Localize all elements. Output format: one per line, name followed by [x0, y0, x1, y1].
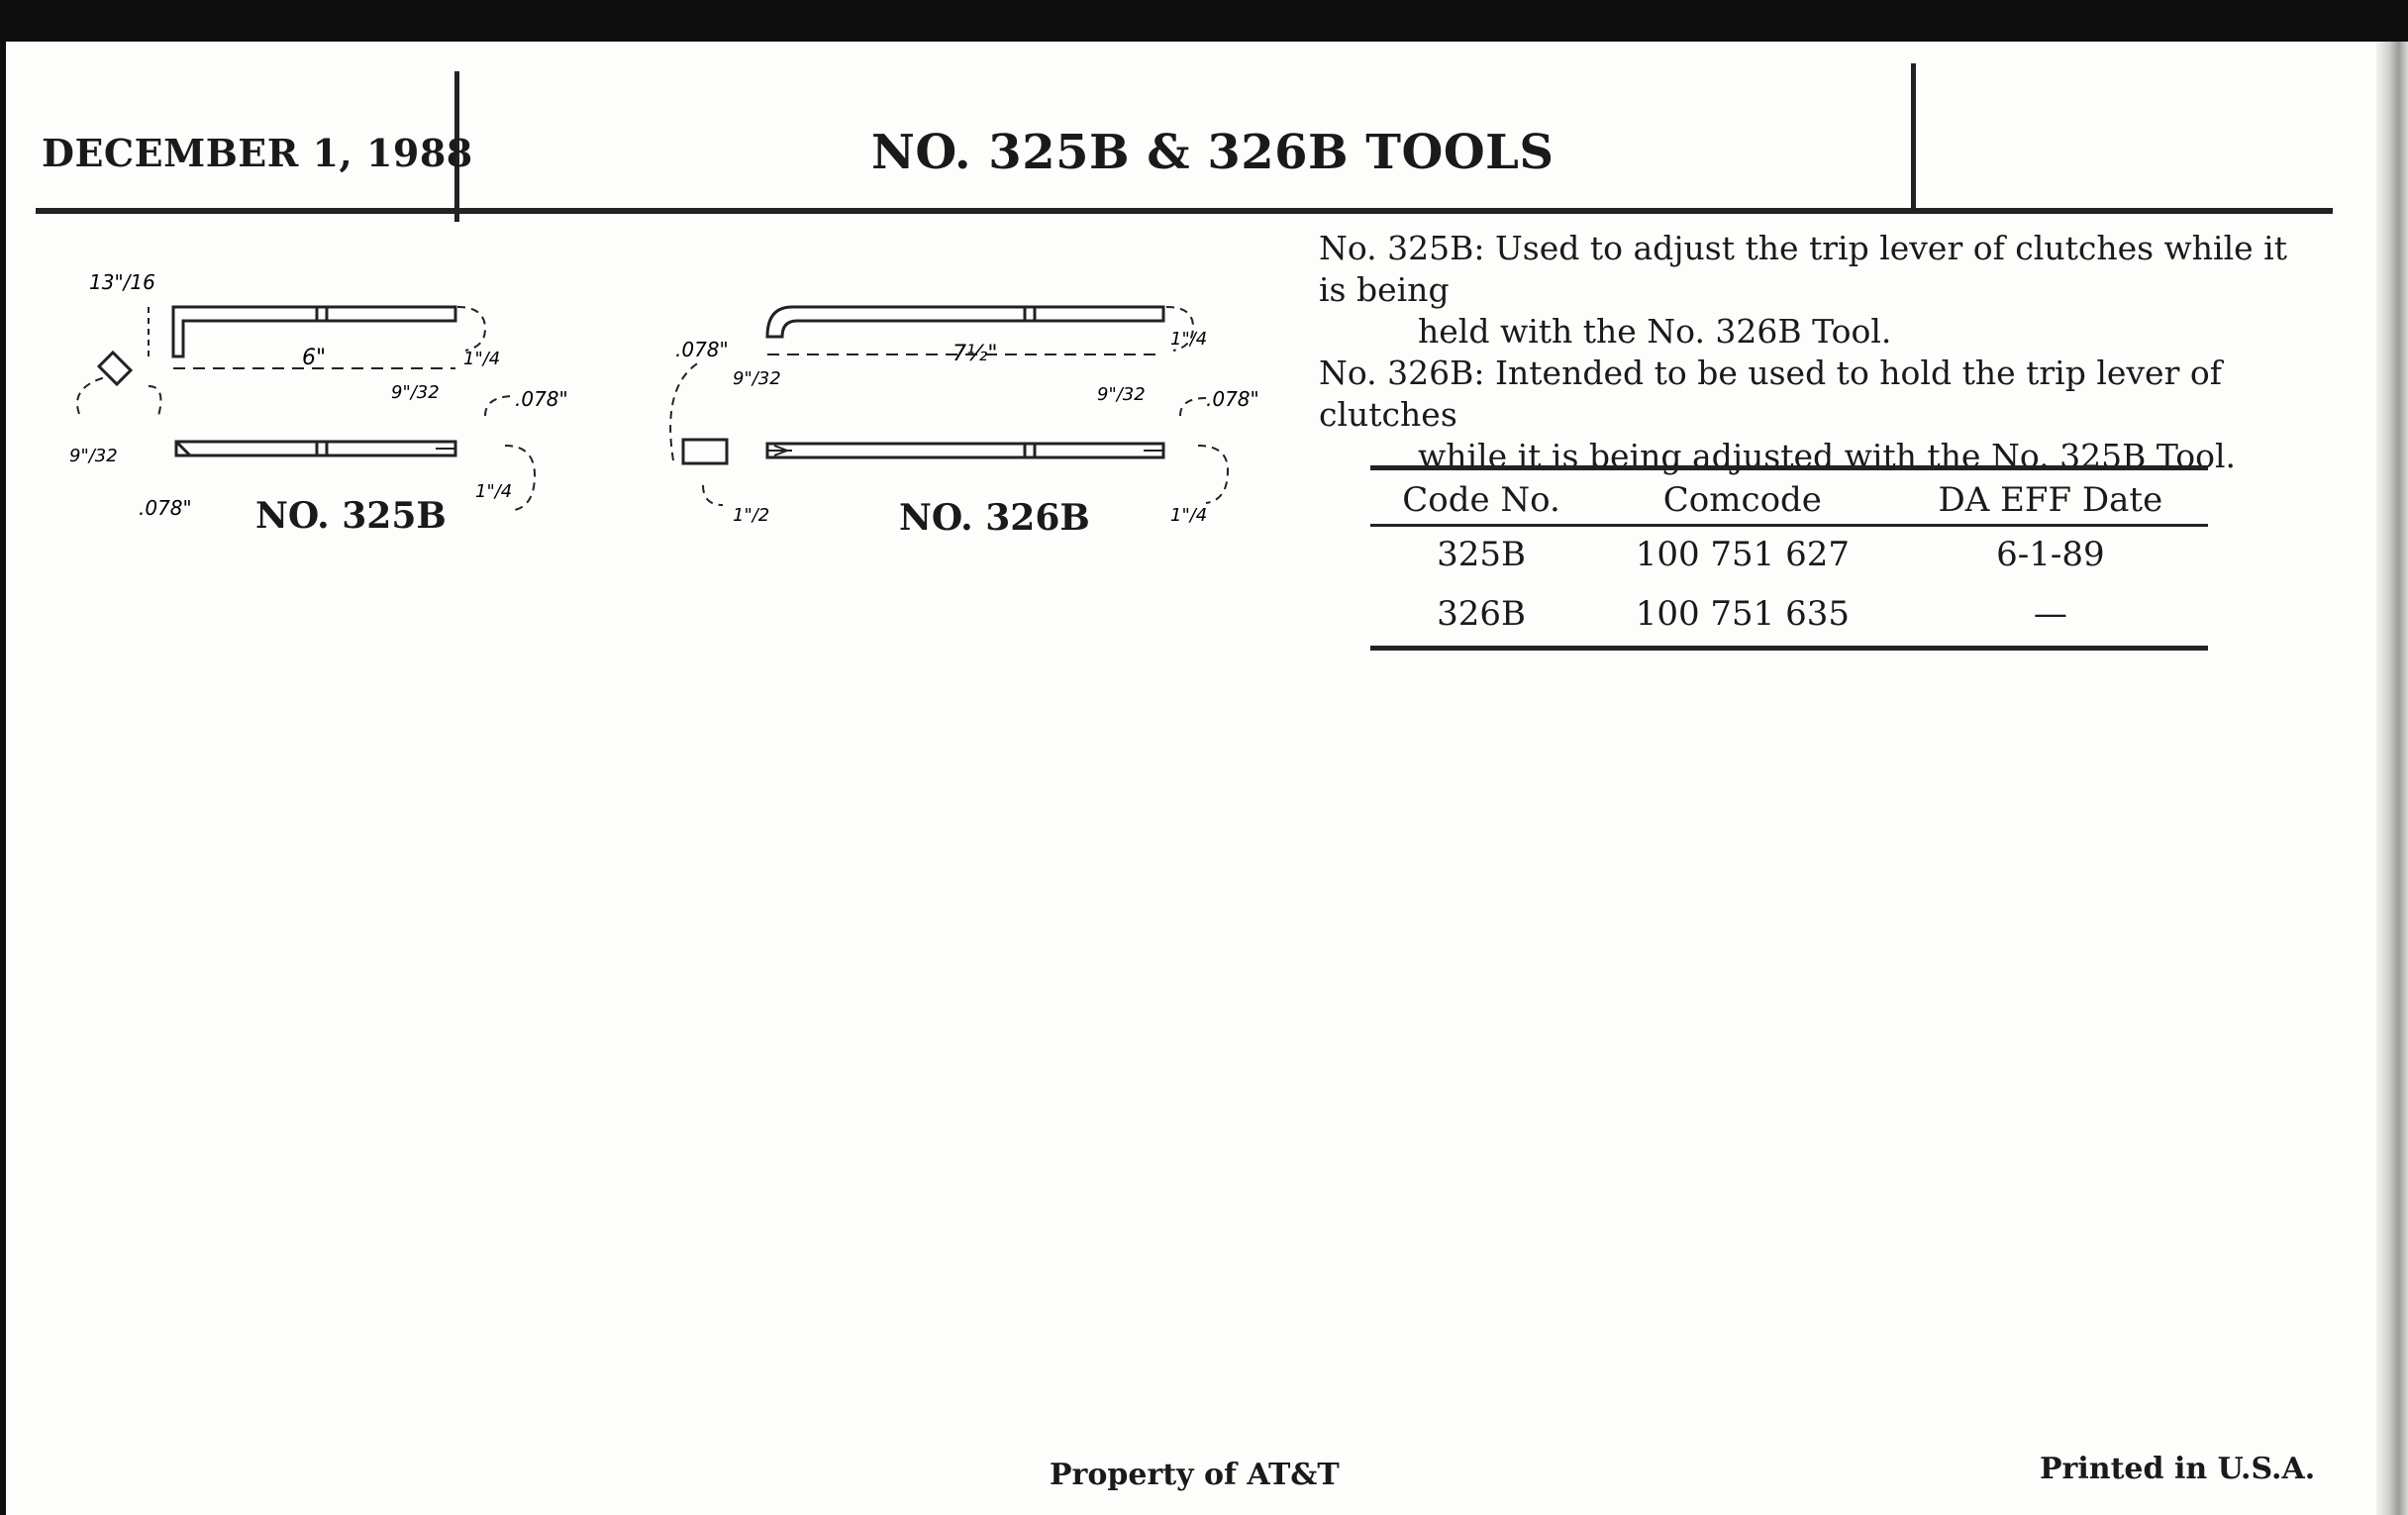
- description-326b: [1319, 353, 2309, 477]
- cell-comcode: 100 751 635: [1635, 594, 1851, 634]
- drawing-325b-label: NO. 325B: [255, 495, 447, 537]
- tool-descriptions: [1319, 228, 2309, 477]
- table-header-row: [1370, 468, 2208, 526]
- cell-date: —: [2033, 594, 2067, 634]
- page-edge-shadow: [2376, 42, 2408, 1515]
- dim-326b-left-half: 1"/2: [733, 505, 770, 526]
- description-325b-lead: No. 325B: Used to adjust the trip lever of clutches while it is being: [1319, 229, 2287, 309]
- cell-date: 6-1-89: [1996, 535, 2105, 574]
- dim-326b-left-slot: 9"/32: [733, 368, 781, 389]
- cell-code: 325B: [1437, 535, 1526, 574]
- col-header-date: DA EFF Date: [1893, 468, 2208, 526]
- table-row: [1370, 526, 2208, 587]
- description-325b-cont: held with the No. 326B Tool.: [1418, 312, 1892, 351]
- footer-printed: Printed in U.S.A.: [2040, 1452, 2316, 1486]
- cell-comcode: 100 751 627: [1635, 535, 1851, 574]
- code-table: [1370, 465, 2208, 651]
- dim-326b-length: 7½": [953, 342, 998, 366]
- footer-property: Property of AT&T: [1050, 1458, 1340, 1492]
- dim-326b-end-height: 1"/4: [1170, 329, 1208, 350]
- col-header-code: Code No.: [1370, 468, 1592, 526]
- dim-326b-slot: 9"/32: [1097, 384, 1146, 405]
- dim-325b-slot: 9"/32: [391, 382, 440, 403]
- table-row: [1370, 586, 2208, 649]
- description-325b: [1319, 228, 2309, 353]
- description-326b-cont: while it is being adjusted with the No. 325B Tool.: [1418, 437, 2237, 475]
- dim-325b-width: 1"/4: [475, 481, 513, 502]
- dim-326b-thickness: .078": [1206, 387, 1259, 411]
- dim-325b-length: 6": [302, 346, 327, 370]
- col-header-comcode: Comcode: [1592, 468, 1893, 526]
- dim-325b-tip-thick: .078": [139, 496, 192, 520]
- dim-325b-tip-width: 9"/32: [69, 446, 118, 466]
- dim-326b-width: 1"/4: [1170, 505, 1208, 526]
- cell-code: 326B: [1437, 594, 1526, 634]
- drawing-326b-label: NO. 326B: [899, 497, 1090, 539]
- dim-325b-thickness: .078": [515, 387, 568, 411]
- description-326b-lead: No. 326B: Intended to be used to hold the trip lever of clutches: [1319, 354, 2222, 434]
- document-date: DECEMBER 1, 1988: [42, 131, 473, 175]
- dim-326b-left-thick: .078": [675, 338, 729, 361]
- header-rule: [36, 208, 2333, 214]
- dim-325b-end-height: 1"/4: [463, 349, 501, 369]
- document-title: NO. 325B & 326B TOOLS: [871, 125, 1555, 180]
- dim-325b-top-height: 13"/16: [89, 270, 155, 294]
- header-divider-right: [1911, 63, 1916, 212]
